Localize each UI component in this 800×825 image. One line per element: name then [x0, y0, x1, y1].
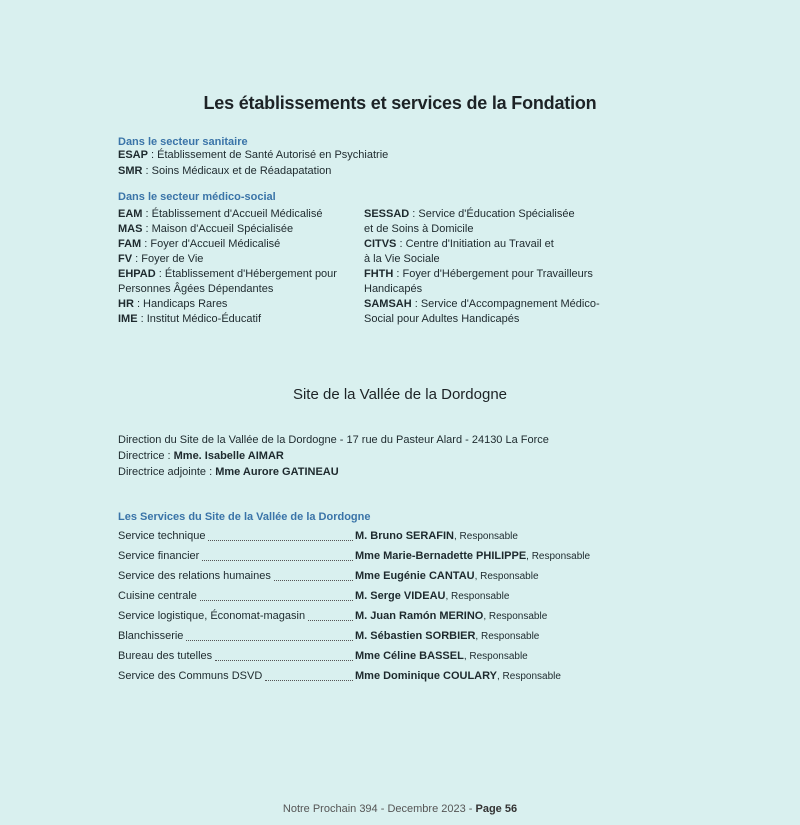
- responsible-name: Mme Eugénie CANTAU: [355, 570, 475, 582]
- item-desc: à la Vie Sociale: [364, 253, 440, 265]
- page-number: Page 56: [475, 803, 518, 815]
- responsible-name: Mme Dominique COULARY: [355, 670, 497, 682]
- service-row: [118, 610, 568, 628]
- medico-left-item: [118, 237, 280, 252]
- item-desc: Personnes Âgées Dépendantes: [118, 283, 274, 295]
- service-label: Cuisine centrale: [118, 590, 197, 602]
- service-row: [118, 650, 568, 668]
- service-responsible: [355, 590, 509, 602]
- item-abbr: IME: [118, 313, 138, 325]
- responsible-role: , Responsable: [474, 571, 539, 582]
- service-responsible: [355, 570, 539, 582]
- responsible-name: Mme Céline BASSEL: [355, 650, 464, 662]
- leader-dots: [215, 660, 353, 661]
- item-desc: : Foyer d'Hébergement pour Travailleurs: [393, 268, 593, 280]
- service-label: Service logistique, Économat-magasin: [118, 610, 306, 622]
- item-abbr: EHPAD: [118, 268, 156, 280]
- service-responsible: [355, 650, 528, 662]
- item-abbr: ESAP: [118, 149, 148, 161]
- services-heading: Les Services du Site de la Vallée de la Dordogne: [118, 511, 371, 523]
- item-abbr: SESSAD: [364, 208, 410, 220]
- leader-dots: [202, 560, 353, 561]
- medico-left-item: [118, 297, 227, 312]
- item-desc: et de Soins à Domicile: [364, 223, 474, 235]
- item-desc: : Établissement d'Accueil Médicalisé: [142, 208, 323, 220]
- medico-social-heading: Dans le secteur médico-social: [118, 191, 276, 203]
- service-row: [118, 670, 568, 688]
- directrice-name: Mme. Isabelle AIMAR: [173, 450, 284, 462]
- page-title: Les établissements et services de la Fondation: [203, 93, 597, 113]
- service-label: Bureau des tutelles: [118, 650, 213, 662]
- directrice-line: [118, 449, 284, 464]
- service-label: Service des Communs DSVD: [118, 670, 263, 682]
- medico-left-item: [118, 282, 273, 297]
- responsible-role: , Responsable: [463, 651, 528, 662]
- medico-right-item: [364, 282, 422, 297]
- footer: [0, 803, 800, 815]
- leader-dots: [308, 620, 353, 621]
- medico-left-item: [118, 267, 337, 282]
- item-abbr: SMR: [118, 165, 143, 177]
- adjointe-name: Mme Aurore GATINEAU: [215, 466, 339, 478]
- leader-dots: [265, 680, 353, 681]
- medico-right-item: [364, 297, 600, 312]
- item-desc: : Foyer de Vie: [132, 253, 204, 265]
- item-desc: : Service d'Éducation Spécialisée: [409, 208, 575, 220]
- service-responsible: [355, 610, 547, 622]
- medico-right-item: [364, 207, 575, 222]
- service-responsible: [355, 530, 518, 542]
- responsible-name: M. Sébastien SORBIER: [355, 630, 476, 642]
- service-row: [118, 590, 568, 608]
- service-row: [118, 550, 591, 568]
- medico-right-item: [364, 222, 473, 237]
- adjointe-label: Directrice adjointe :: [118, 466, 216, 478]
- leader-dots: [208, 540, 353, 541]
- service-row: [118, 530, 568, 548]
- item-desc: : Service d'Accompagnement Médico-: [411, 298, 600, 310]
- item-abbr: HR: [118, 298, 134, 310]
- responsible-name: Mme Marie-Bernadette PHILIPPE: [355, 550, 527, 562]
- medico-right-item: [364, 237, 554, 252]
- service-row: [118, 630, 568, 648]
- service-responsible: [355, 670, 561, 682]
- item-desc: : Soins Médicaux et de Réadapatation: [142, 165, 332, 177]
- item-abbr: MAS: [118, 223, 143, 235]
- leader-dots: [186, 640, 353, 641]
- medico-left-item: [118, 207, 322, 222]
- responsible-role: , Responsable: [526, 551, 591, 562]
- medico-right-item: [364, 312, 519, 327]
- service-label: Service financier: [118, 550, 200, 562]
- item-abbr: FV: [118, 253, 133, 265]
- responsible-role: , Responsable: [454, 531, 518, 542]
- item-desc: : Institut Médico-Éducatif: [137, 313, 262, 325]
- responsible-role: , Responsable: [445, 591, 510, 602]
- footer-text: Notre Prochain 394 - Decembre 2023 -: [282, 803, 476, 815]
- medico-left-item: [118, 222, 293, 237]
- item-desc: : Handicaps Rares: [133, 298, 228, 310]
- item-desc: : Centre d'Initiation au Travail et: [396, 238, 554, 250]
- item-abbr: CITVS: [364, 238, 397, 250]
- item-desc: : Maison d'Accueil Spécialisée: [142, 223, 294, 235]
- service-row: [118, 570, 568, 588]
- item-desc: : Foyer d'Accueil Médicalisé: [141, 238, 281, 250]
- item-abbr: SAMSAH: [364, 298, 412, 310]
- item-abbr: EAM: [118, 208, 143, 220]
- responsible-name: M. Juan Ramón MERINO: [355, 610, 484, 622]
- medico-left-item: [118, 312, 261, 327]
- item-desc: : Établissement d'Hébergement pour: [155, 268, 337, 280]
- sanitaire-item: [118, 148, 388, 163]
- responsible-name: M. Serge VIDEAU: [355, 590, 446, 602]
- site-title: Site de la Vallée de la Dordogne: [292, 386, 508, 403]
- responsible-name: M. Bruno SERAFIN: [355, 530, 454, 542]
- responsible-role: , Responsable: [483, 611, 548, 622]
- responsible-role: , Responsable: [497, 671, 561, 682]
- leader-dots: [200, 600, 353, 601]
- medico-right-item: [364, 252, 440, 267]
- site-address: Direction du Site de la Vallée de la Dordogne - 17 rue du Pasteur Alard - 24130 La Force: [118, 434, 549, 446]
- sanitaire-item: [118, 164, 331, 179]
- leader-dots: [274, 580, 353, 581]
- item-desc: Handicapés: [364, 283, 423, 295]
- medico-left-item: [118, 252, 203, 267]
- item-desc: Social pour Adultes Handicapés: [364, 313, 520, 325]
- service-label: Service des relations humaines: [118, 570, 271, 582]
- item-abbr: FHTH: [364, 268, 394, 280]
- service-label: Blanchisserie: [118, 630, 184, 642]
- service-responsible: [355, 630, 539, 642]
- medico-right-item: [364, 267, 593, 282]
- responsible-role: , Responsable: [475, 631, 540, 642]
- sanitaire-heading: Dans le secteur sanitaire: [118, 136, 248, 148]
- service-label: Service technique: [118, 530, 206, 542]
- item-desc: : Établissement de Santé Autorisé en Psychiatrie: [147, 149, 389, 161]
- service-responsible: [355, 550, 590, 562]
- item-abbr: FAM: [118, 238, 142, 250]
- directrice-label: Directrice :: [118, 450, 174, 462]
- adjointe-line: [118, 465, 339, 480]
